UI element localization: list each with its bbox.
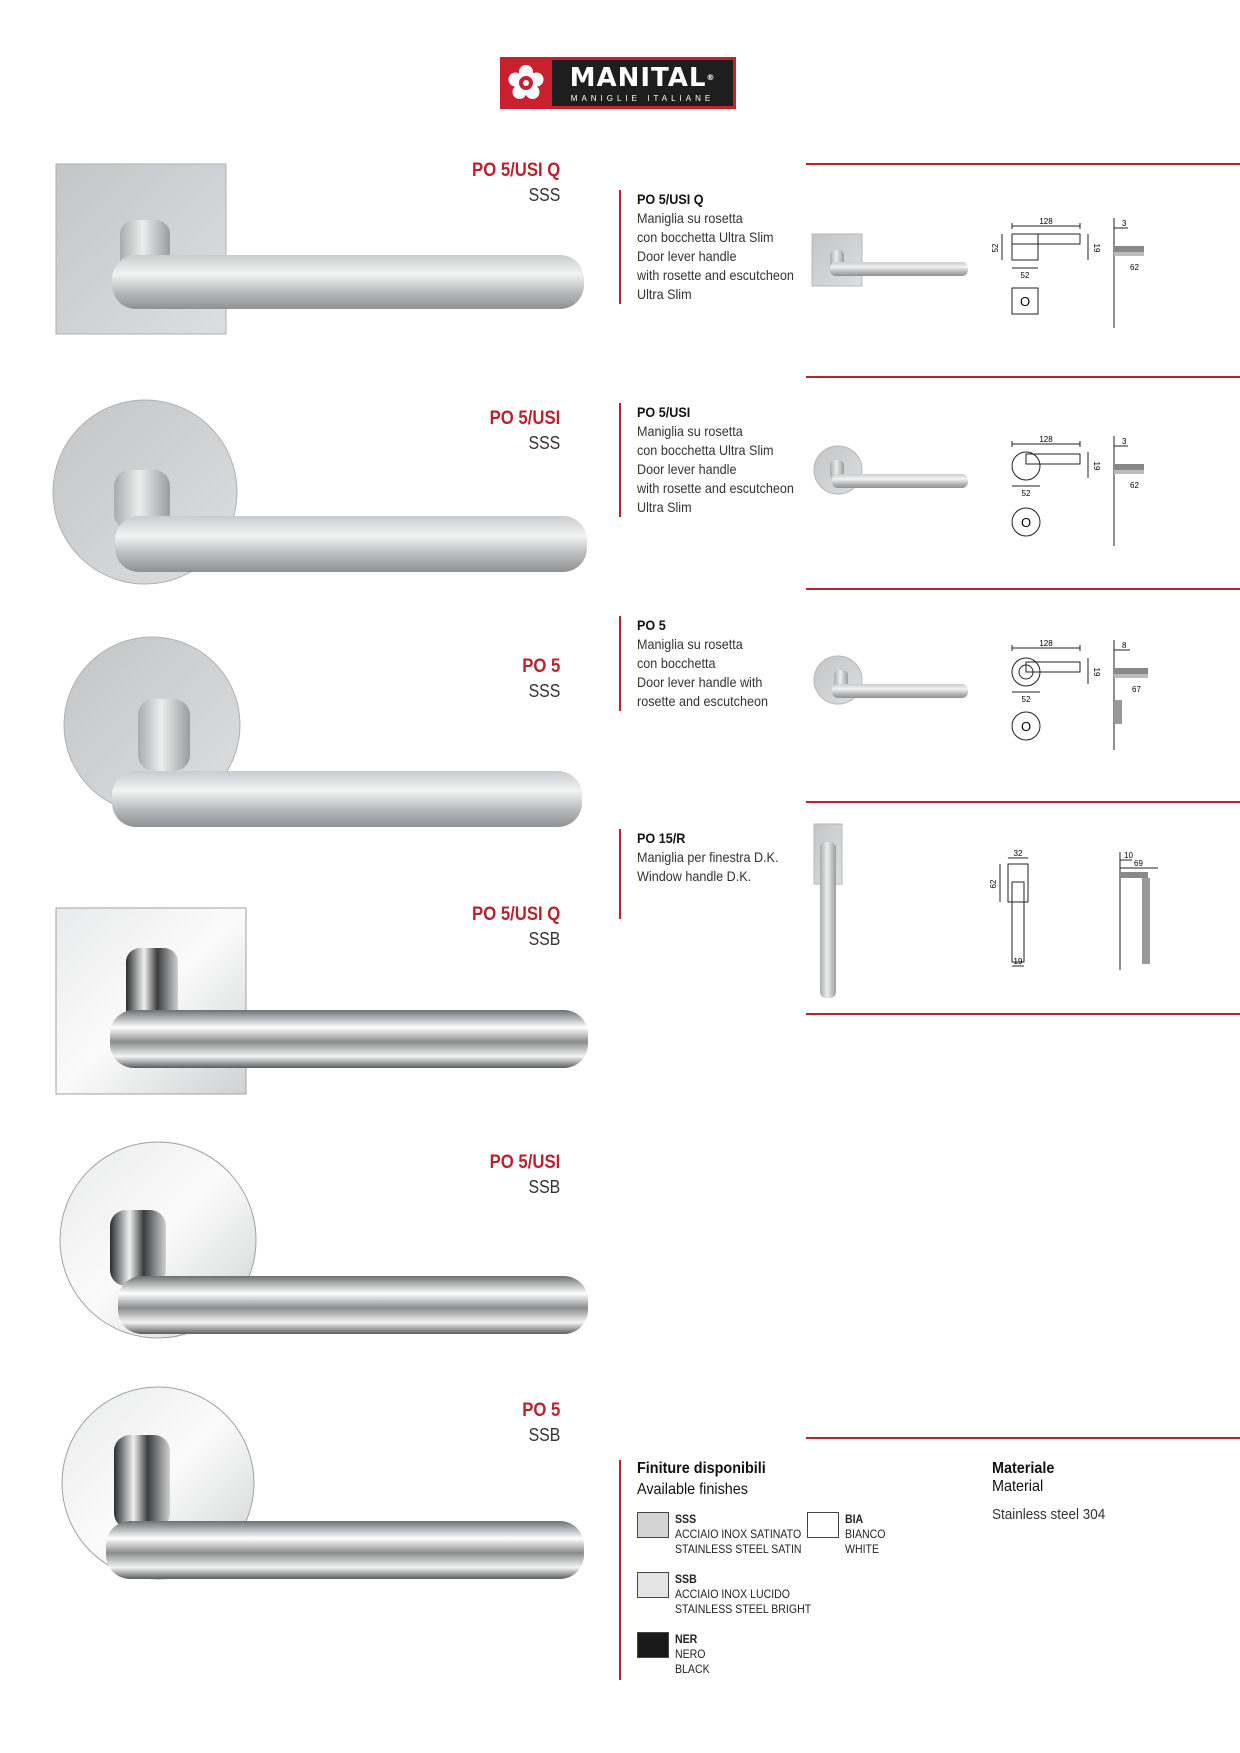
dim-height: 19 xyxy=(1092,667,1101,677)
product-heading: PO 5/USI Q SSS xyxy=(471,160,560,205)
dim-depth: 3 xyxy=(1122,437,1127,446)
section-divider xyxy=(806,1437,1240,1439)
handle-image-po5-usi-sss xyxy=(40,370,570,600)
dim-projection: 62 xyxy=(1130,481,1139,490)
section-divider xyxy=(806,588,1240,590)
dim-length: 128 xyxy=(1039,435,1053,444)
escutcheon-symbol: O xyxy=(1020,515,1032,530)
dim-height: 19 xyxy=(1092,461,1101,471)
section-divider xyxy=(806,801,1240,803)
flower-icon xyxy=(500,57,552,109)
thumb-po5-usi-q xyxy=(810,230,970,290)
finish-swatch xyxy=(637,1572,669,1598)
material-title: Materiale xyxy=(992,1460,1055,1477)
product-description: PO 5 Maniglia su rosetta con bocchetta Door lever handle with rosette and escutcheon xyxy=(619,616,837,711)
dim-height: 62 xyxy=(989,879,998,889)
material-section xyxy=(992,1460,1192,1523)
dim-height: 19 xyxy=(1092,243,1101,253)
technical-drawing xyxy=(989,849,1170,972)
product-heading: PO 5/USI SSB xyxy=(489,1152,560,1197)
technical-drawing xyxy=(990,436,1160,546)
dim-length: 128 xyxy=(1039,217,1053,226)
product-description: PO 5/USI Maniglia su rosetta con bocchetta Ultra Slim Door lever handle with rosette and escutcheon Ultra Slim xyxy=(619,403,837,517)
dim-width: 52 xyxy=(1020,271,1030,280)
dim-depth: 8 xyxy=(1122,641,1127,650)
manital-logo xyxy=(500,57,736,109)
material-value: Stainless steel 304 xyxy=(992,1506,1106,1523)
finish-swatch xyxy=(637,1512,669,1538)
finish-item-bia: BIA BIANCO WHITE xyxy=(807,1512,891,1557)
finish-item-sss: SSS ACCIAIO INOX SATINATO STAINLESS STEEL SATIN xyxy=(637,1512,819,1557)
dim-projection: 62 xyxy=(1130,263,1139,272)
product-heading: PO 5/USI Q SSB xyxy=(471,904,560,949)
dim-width: 52 xyxy=(1021,489,1031,498)
finish-item-ner: NER NERO BLACK xyxy=(637,1632,714,1677)
product-heading: PO 5 SSS xyxy=(521,656,560,701)
handle-image-po5-ssb xyxy=(40,1375,570,1605)
thumb-po15-r xyxy=(806,822,856,1002)
thumb-po5 xyxy=(810,650,970,710)
finishes-subtitle: Available finishes xyxy=(637,1481,749,1498)
finish-item-ssb: SSB ACCIAIO INOX LUCIDO STAINLESS STEEL BRIGHT xyxy=(637,1572,830,1617)
dim-depth: 3 xyxy=(1122,219,1127,228)
escutcheon-symbol: O xyxy=(1019,294,1031,309)
dim-depth: 10 xyxy=(1124,851,1133,860)
section-divider xyxy=(806,163,1240,165)
escutcheon-symbol: O xyxy=(1020,719,1032,734)
finish-swatch xyxy=(637,1632,669,1658)
product-description: PO 15/R Maniglia per finestra D.K. Window handle D.K. xyxy=(619,829,837,919)
logo-wordmark: MANITAL® MANIGLIE ITALIANE xyxy=(552,60,733,106)
material-subtitle: Material xyxy=(992,1478,1044,1495)
handle-image-po5-sss xyxy=(40,615,570,845)
dim-projection: 69 xyxy=(1134,859,1143,868)
finishes-title: Finiture disponibili xyxy=(637,1460,766,1477)
dim-width: 32 xyxy=(1013,849,1023,858)
thumb-po5-usi xyxy=(810,440,970,500)
product-heading: PO 5/USI SSS xyxy=(489,408,560,453)
dim-length: 128 xyxy=(1039,639,1053,648)
section-divider xyxy=(806,376,1240,378)
technical-drawing xyxy=(990,640,1160,750)
section-divider xyxy=(806,1013,1240,1015)
technical-drawing xyxy=(990,218,1160,328)
dim-width: 52 xyxy=(1021,695,1031,704)
finish-swatch xyxy=(807,1512,839,1538)
product-heading: PO 5 SSB xyxy=(521,1400,560,1445)
dim-projection: 67 xyxy=(1132,685,1141,694)
dim-bottom: 19 xyxy=(1013,957,1023,966)
product-description: PO 5/USI Q Maniglia su rosetta con bocchetta Ultra Slim Door lever handle with rosette and escutcheon Ultra Slim xyxy=(619,190,837,304)
dim-rosette: 52 xyxy=(991,243,1000,253)
